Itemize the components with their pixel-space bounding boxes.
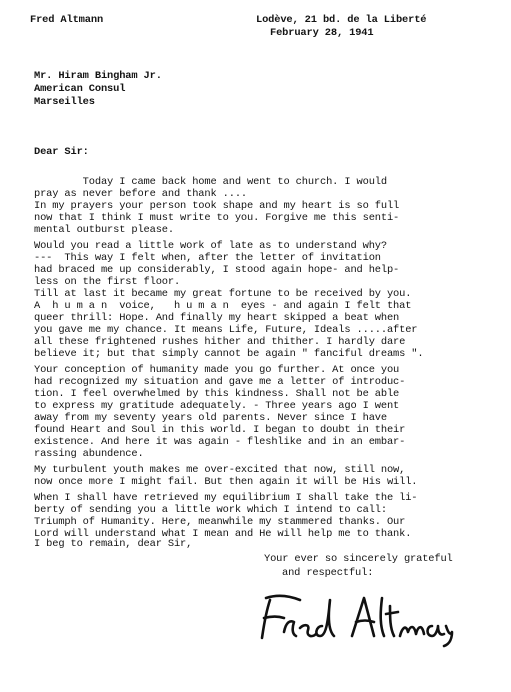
body-line: had recognized my situation and gave me a letter of introduc- — [34, 376, 406, 388]
letter-date: February 28, 1941 — [270, 27, 374, 39]
recipient-city: Marseilles — [34, 96, 95, 108]
body-line: to express my gratitude adequately. - Three years ago I went — [34, 400, 400, 412]
salutation: Dear Sir: — [34, 146, 89, 158]
body-line: rassing abundence. — [34, 448, 144, 460]
body-line: had braced me up considerably, I stood again hope- and help- — [34, 264, 400, 276]
body-line: away from my seventy years old parents. Never since I have — [34, 412, 387, 424]
body-line: Would you read a little work of late as to understand why? — [34, 240, 387, 252]
body-line: Lord will understand what I mean and He will help me to thank. — [34, 528, 412, 540]
body-line: existence. And here it was again - fleshlike and in an embar- — [34, 436, 406, 448]
closing-line: Your ever so sincerely grateful — [264, 553, 453, 565]
body-line: A h u m a n voice, h u m a n eyes - and again I felt that — [34, 300, 412, 312]
body-line: berty of sending you a little work which I intend to call: — [34, 504, 387, 516]
body-line: found Heart and Soul in this world. I began to doubt in their — [34, 424, 406, 436]
body-line: tion. I feel overwhelmed by this kindness. Shall not be able — [34, 388, 400, 400]
body-line: My turbulent youth makes me over-excited that now, still now, — [34, 464, 406, 476]
body-line: When I shall have retrieved my equilibrium I shall take the li- — [34, 492, 418, 504]
body-line: less on the first floor. — [34, 276, 181, 288]
body-line: now that I think I must write to you. Forgive me this senti- — [34, 212, 400, 224]
body-line: Today I came back home and went to church. I would — [34, 176, 387, 188]
body-line: Your conception of humanity made you go further. At once you — [34, 364, 400, 376]
handwritten-signature — [256, 592, 456, 648]
recipient-title: American Consul — [34, 83, 126, 95]
body-line: Till at last it became my great fortune to be received by you. — [34, 288, 412, 300]
body-line: In my prayers your person took shape and my heart is so full — [34, 200, 400, 212]
body-line: now once more I might fail. But then again it will be His will. — [34, 476, 418, 488]
closing-request: I beg to remain, dear Sir, — [34, 538, 193, 550]
sender-name: Fred Altmann — [30, 14, 104, 26]
body-line: believe it; but that simply cannot be again " fanciful dreams ". — [34, 348, 424, 360]
body-line: pray as never before and thank .... — [34, 188, 247, 200]
sender-address: Lodève, 21 bd. de la Liberté — [256, 14, 427, 26]
body-line: all these frightened rushes hither and thither. I hardly dare — [34, 336, 406, 348]
body-line: --- This way I felt when, after the letter of invitation — [34, 252, 381, 264]
body-line: Triumph of Humanity. Here, meanwhile my stammered thanks. Our — [34, 516, 406, 528]
recipient-name: Mr. Hiram Bingham Jr. — [34, 70, 162, 82]
closing-line: and respectful: — [282, 567, 374, 579]
body-line: queer thrill: Hope. And finally my heart skipped a beat when — [34, 312, 400, 324]
body-line: mental outburst please. — [34, 224, 174, 236]
body-line: you gave me my chance. It means Life, Future, Ideals .....after — [34, 324, 418, 336]
